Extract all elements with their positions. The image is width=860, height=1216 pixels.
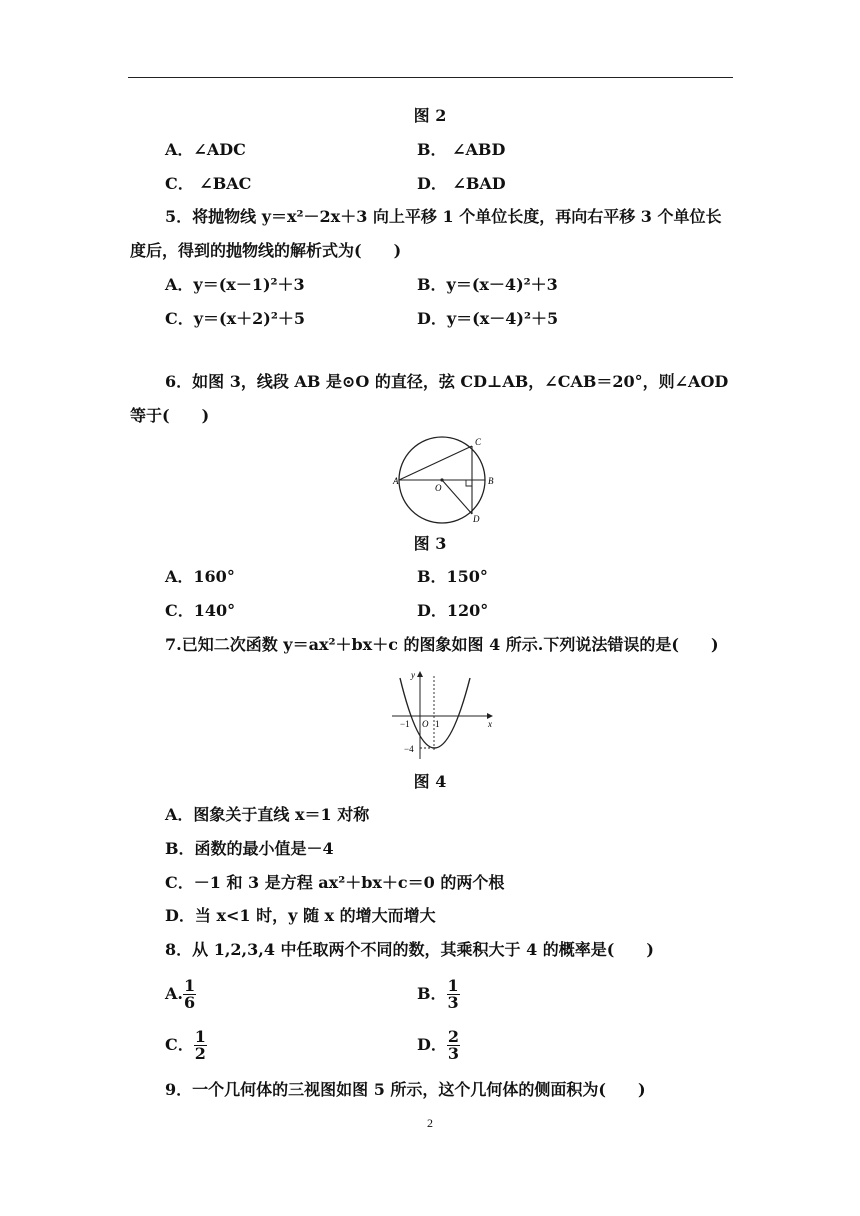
q4-option-d: D． ∠BAD xyxy=(417,174,506,193)
label-1: 1 xyxy=(435,719,440,729)
q8-option-b-fraction xyxy=(447,978,460,1011)
q4-option-c: C． ∠BAC xyxy=(165,174,252,193)
figure-4-parabola-graph xyxy=(388,664,500,762)
q7-option-a: A．图象关于直线 x＝1 对称 xyxy=(165,805,370,824)
q9-stem: 9．一个几何体的三视图如图 5 所示，这个几何体的侧面积为( ) xyxy=(165,1080,646,1099)
label-o: O xyxy=(435,483,442,493)
label-neg4: −4 xyxy=(404,744,414,754)
q5-stem-line1: 5．将抛物线 y＝x²－2x＋3 向上平移 1 个单位长度，再向右平移 3 个单位长 xyxy=(165,207,722,226)
header-rule xyxy=(128,77,733,78)
q8-option-a-label: A. xyxy=(165,984,183,1003)
center-dot xyxy=(440,478,443,481)
right-angle-mark xyxy=(466,480,472,486)
q8-option-b xyxy=(417,976,460,1012)
q6-option-d: D．120° xyxy=(417,601,489,620)
numerator: 1 xyxy=(447,976,459,995)
segment-od xyxy=(442,480,472,514)
q8-option-d-label: D． xyxy=(417,1035,447,1054)
numerator: 1 xyxy=(194,1027,206,1046)
q6-option-b: B．150° xyxy=(417,567,488,586)
numerator: 1 xyxy=(183,976,196,995)
q6-option-c: C．140° xyxy=(165,601,236,620)
figure-3-caption: 图 3 xyxy=(413,534,447,553)
q8-option-c-fraction xyxy=(194,1029,207,1062)
q8-option-b-label: B． xyxy=(417,984,447,1003)
q4-option-a: A．∠ADC xyxy=(165,140,246,159)
label-x: x xyxy=(488,719,492,729)
q6-option-a: A．160° xyxy=(165,567,235,586)
q8-option-d xyxy=(417,1027,460,1063)
denominator: 3 xyxy=(447,1044,460,1063)
denominator: 6 xyxy=(183,993,196,1012)
denominator: 3 xyxy=(447,993,459,1012)
q7-stem: 7.已知二次函数 y＝ax²＋bx＋c 的图象如图 4 所示.下列说法错误的是( ) xyxy=(165,635,719,654)
q6-stem-line2: 等于( ) xyxy=(130,406,210,425)
q8-option-a xyxy=(165,976,196,1012)
figure-3-circle-diagram xyxy=(390,434,502,526)
figure-2-caption: 图 2 xyxy=(413,106,447,125)
q5-option-d: D．y＝(x－4)²＋5 xyxy=(417,309,559,328)
label-c: C xyxy=(475,437,482,447)
parabola-curve xyxy=(400,678,470,748)
q6-stem-line1: 6．如图 3，线段 AB 是⊙O 的直径，弦 CD⊥AB，∠CAB＝20°，则∠AOD xyxy=(165,372,729,391)
q5-option-b: B．y＝(x－4)²＋3 xyxy=(417,275,558,294)
label-neg1: −1 xyxy=(400,719,410,729)
q7-option-b: B．函数的最小值是－4 xyxy=(165,839,334,858)
q5-option-c: C．y＝(x＋2)²＋5 xyxy=(165,309,305,328)
label-o: O xyxy=(422,719,429,729)
denominator: 2 xyxy=(194,1044,206,1063)
q7-option-d: D．当 x<1 时，y 随 x 的增大而增大 xyxy=(165,906,436,925)
q8-option-c-label: C． xyxy=(165,1035,194,1054)
q5-stem-line2: 度后，得到的抛物线的解析式为( ) xyxy=(130,241,402,260)
q8-option-c xyxy=(165,1027,207,1063)
q5-option-a: A．y＝(x－1)²＋3 xyxy=(165,275,305,294)
label-a: A xyxy=(393,476,399,486)
numerator: 2 xyxy=(447,1027,460,1046)
label-b: B xyxy=(488,476,494,486)
q8-stem: 8．从 1,2,3,4 中任取两个不同的数，其乘积大于 4 的概率是( ) xyxy=(165,940,654,959)
q4-option-b: B． ∠ABD xyxy=(417,140,506,159)
q8-option-d-fraction xyxy=(447,1029,460,1062)
page-number: 2 xyxy=(427,1116,433,1130)
q7-option-c: C．－1 和 3 是方程 ax²＋bx＋c＝0 的两个根 xyxy=(165,873,505,892)
label-y: y xyxy=(411,670,415,680)
label-d: D xyxy=(473,514,480,524)
figure-4-caption: 图 4 xyxy=(413,772,447,791)
q8-option-a-fraction xyxy=(183,978,196,1011)
